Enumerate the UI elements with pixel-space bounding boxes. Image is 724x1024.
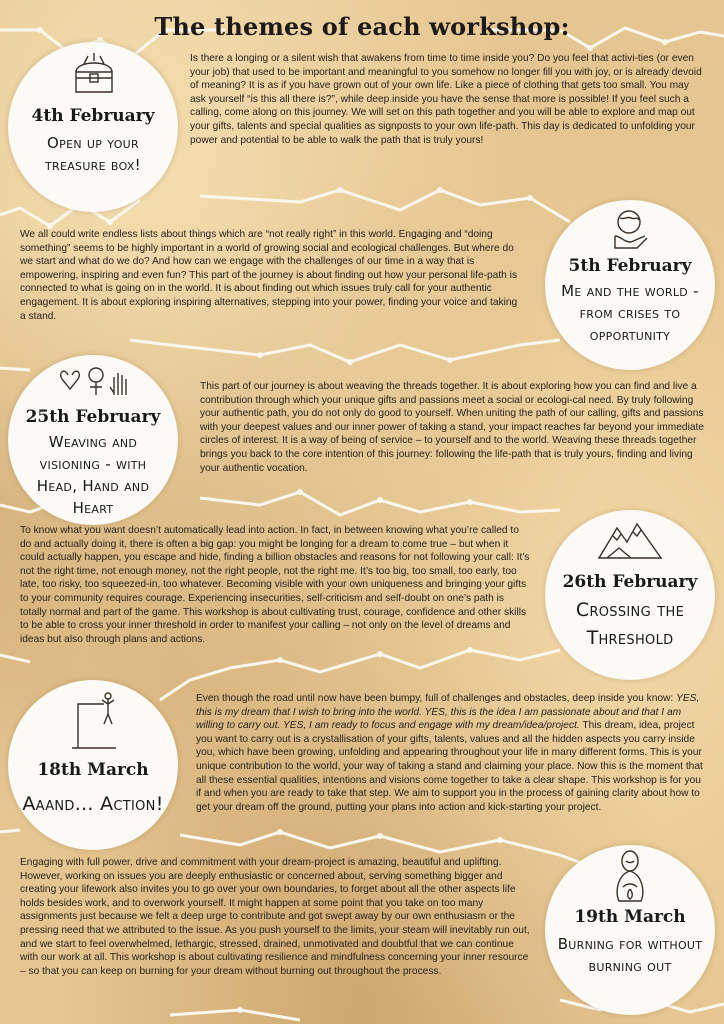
workshop-theme: Open up your treasure box! (45, 134, 141, 174)
workshop-date: 18th March (37, 760, 149, 780)
meditating-figure-icon (607, 849, 653, 905)
workshop-badge-1 (8, 42, 178, 212)
heart-head-hand-icon (58, 365, 130, 399)
workshop-badge-2 (545, 200, 715, 370)
workshop-description-2: We all could write endless lists about things which are “not really right” in this world. Engaging and “doing something” seems to be highly important in a world of growing social and ecological challenges. But where do we start and what do we do? And how can we engage with the challenges of our time in a way that is empowering, inspiring and even fun? This part of the journey is about finding out how your personal life-path is connected to what is going on in the world. It is about finding out which issues truly call for your authentic engagement. It is about exploring inspiring alternatives, stepping into your power, finding your voice and taking a stand. (20, 229, 518, 322)
workshop-badge-3 (8, 355, 178, 525)
workshop-theme: Me and the world - from crises to opportunity (561, 282, 699, 344)
page-title: The themes of each workshop: (154, 12, 570, 41)
workshop-description-6: Engaging with full power, drive and commitment with your dream-project is amazing, beautiful and uplifting. However, working on issues you are deeply enthusiastic or concerned about, serving something bigger and creating your lifework also invites you to go over your own boundaries, to forget about all the other aspects life holds besides work, and to overwork yourself. It might happen at some point that you take on too many assignments just because we felt a deep urge to contribute and got swept away by our own enthusiasm or the pressing need that we attributed to the issue. As you push yourself to the limits, your steam will inevitably run out, and we start to feel overwhelmed, lethargic, stressed, drained, unmotivated and doubtful that we can continue with our work at all. This workshop is about cultivating resilience and mindfulness concerning your inner resource – so that you can keep on burning for your dream without burning out throughout the process. (20, 857, 530, 977)
workshop-theme: Weaving and visioning - with Head, Hand and Heart (36, 433, 150, 517)
description-intro: Even though the road until now have been bumpy, full of challenges and obstacles, deep inside you know: (196, 693, 677, 704)
treasure-chest-icon (70, 52, 118, 96)
workshop-description-4: To know what you want doesn’t automatically lead into action. In fact, in between knowing what you’re called to do and actually doing it, there is often a big gap: you might be longing for a dream to come true – but when it could actually happen, you escape and hide, finding a billion obstacles and reasons for not following your call: It’s not the right time, not enough money, not the right people, not the right me. It’s too big, too small, too early, too late, too risky, too squeezed-in, too whatever. Becoming visible with your own uniqueness and bringing your gifts to your community requires courage. Experiencing insecurities, self-criticism and self-doubt on one’s path is totally normal and part of the game. This workshop is about cultivating trust, courage, confidence and other skills to be able to cross your inner threshold in order to manifest your calling – not only on the level of dreams and ideas but also through plans and actions. (20, 525, 530, 645)
workshop-theme: Crossing the Threshold (575, 599, 685, 649)
workshop-date: 19th March (574, 907, 686, 927)
workshop-description-1: Is there a longing or a silent wish that awakens from time to time inside you? Do you feel that activi-ties (or even your job) that used to be important and meaningful to you somehow no longer fill you with joy, or is already devoid of meaning? It is as if you have grown out of your own life. Like a piece of clothing that gets too small. You may ask yourself “is this all there is?”, while deep inside you have the sense that more is possible! If you feel such a calling, come along on this journey. We will set on this path together and you will be able to explore and map out your gifts, talents and special qualities as signposts to your own life-path. This day is dedicated to unfolding your power and potential to be able to walk the path that is truly yours! (190, 53, 702, 146)
diver-jumping-icon (68, 690, 118, 750)
description-body: This dream, idea, project you want to carry out is a crystallisation of your gifts, talents, values and all the hidden aspects you carry inside you, which have been growing, unfolding and appearing throughout your life in many different forms. This is your unique contribution to the world, your way of taking a stand and claiming your place. Now this is the moment that all these essential qualities, intentions and visions come together to take a clear shape. This workshop is for you if and when you are ready to take that step. We aim to support you in the process of gaining clarity about how to get your dream off the ground, putting your plans into action and kick-starting your project. (196, 720, 703, 813)
workshop-theme: Aaand... Action! (22, 793, 164, 815)
workshop-description-5 (196, 692, 708, 814)
workshop-badge-4 (545, 510, 715, 680)
workshop-date: 25th February (25, 407, 161, 427)
workshop-badge-6 (545, 845, 715, 1015)
workshop-date: 26th February (562, 572, 698, 592)
description-affirmation: YES, this is my dream that I wish to bring into the world. YES, this is the idea I am passionate about and that I am willing to carry out. YES, I am ready to focus and engage with my dream/idea/project. (196, 693, 700, 732)
workshop-description-3: This part of our journey is about weaving the threads together. It is about exploring how you can find and live a contribution through which your unique gifts and passions meet a social or ecologi-cal need. By truly following your authentic path, you do not only do good to yourself. When uniting the path of our calling, gifts and passions with your deepest values and our inner power of taking a stand, your impact reaches far beyond your immediate circles of interest. It is a way of being of service – to yourself and to the world. Weaving these threads together brings you back to the core intention of this journey: following the life-path that is truly yours, finding and living your authentic vocation. (200, 381, 704, 474)
workshop-date: 4th February (31, 106, 155, 126)
workshop-theme: Burning for without burning out (557, 935, 703, 975)
hand-holding-globe-icon (607, 206, 653, 252)
mountains-icon (597, 520, 663, 560)
workshop-badge-5 (8, 680, 178, 850)
workshop-date: 5th February (568, 256, 692, 276)
